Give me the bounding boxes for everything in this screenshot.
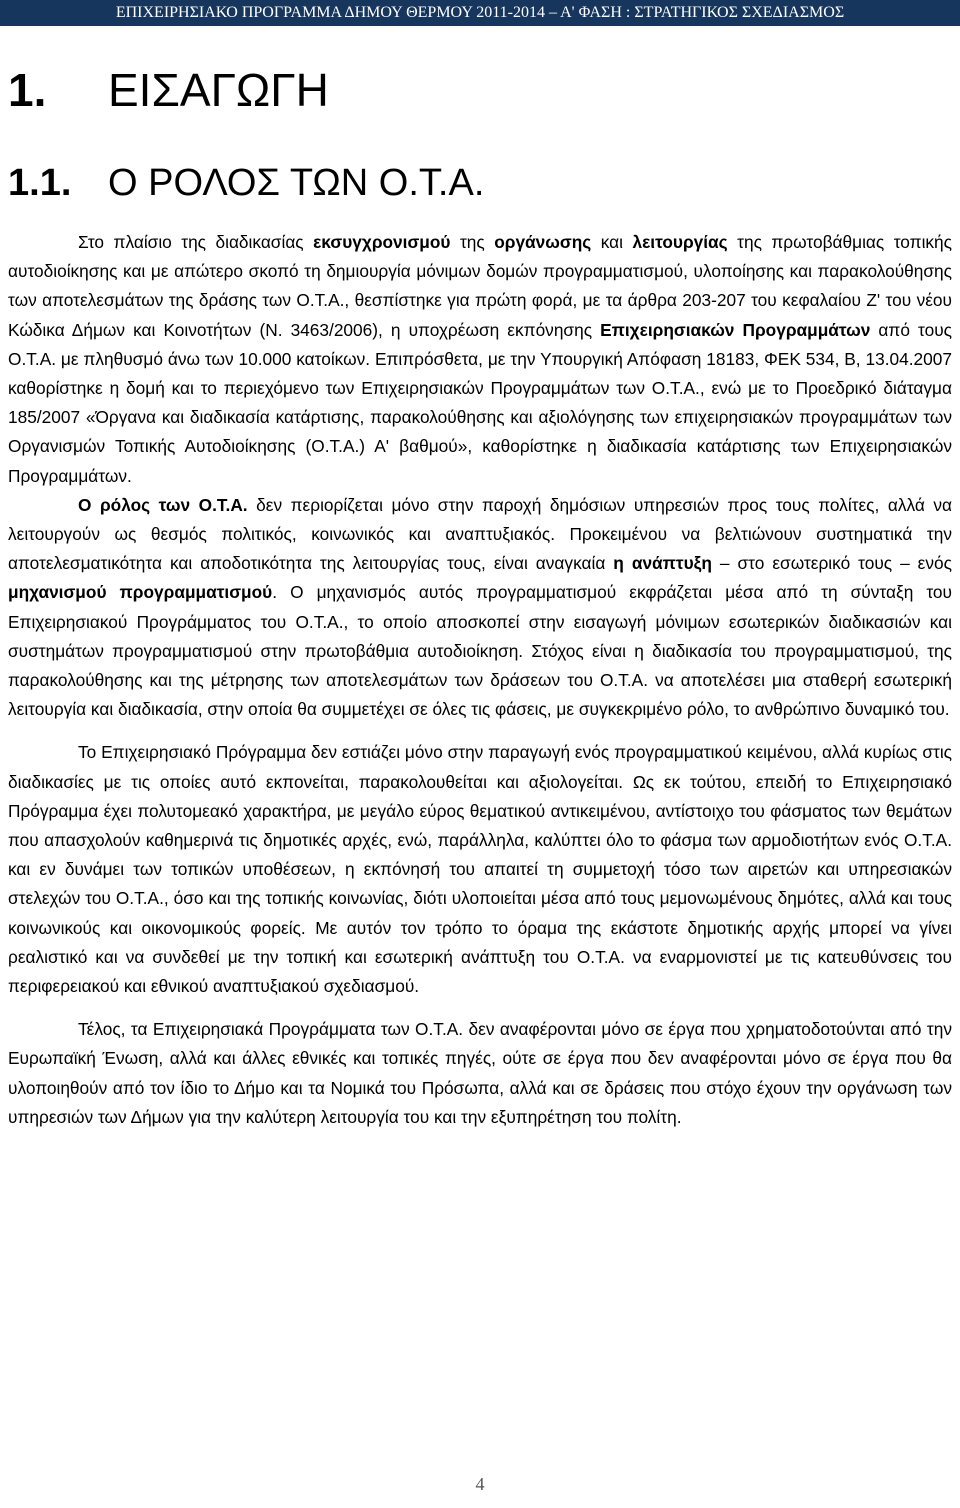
bold-text-run: οργάνωσης bbox=[494, 232, 592, 252]
text-run: της πρωτοβάθμιας τοπικής αυτοδιοίκησης και με απώτερο σκοπό τη δημιουργία μόνιμων δομών προγραμματισμού, υλοποίησης και παρακολούθησης των αποτελεσμάτων της δράσης των Ο.Τ.Α., θεσπίστηκε για πρώτη φορά, με τα άρθρα 203-207 του κεφαλαίου Ζ' του νέου Κώδικα Δήμων και Κοινοτήτων (Ν. 3463/2006), η υποχρέωση εκπόνησης bbox=[8, 232, 952, 340]
text-run: από τους Ο.Τ.Α. με πληθυσμό άνω των 10.000 κατοίκων. Επιπρόσθετα, με την Υπουργική Απόφαση 18183, ΦΕΚ 534, Β, 13.04.2007 καθορίστηκε η δομή και το περιεχόμενο των Επιχειρησιακών Προγραμμάτων των Ο.Τ.Α., ενώ με το Προεδρικό διάταγμα 185/2007 «Όργανα και διαδικασία κατάρτισης, παρακολούθησης και αξιολόγησης των επιχειρησιακών προγραμμάτων των Οργανισμών Τοπικής Αυτοδιοίκησης (Ο.Τ.Α.) Α' βαθμού», καθορίστηκε η διαδικασία κατάρτισης των Επιχειρησιακών Προγραμμάτων. bbox=[8, 319, 952, 486]
text-run: της bbox=[450, 232, 495, 252]
chapter-number: 1. bbox=[8, 64, 47, 116]
text-run: Το Επιχειρησιακό Πρόγραμμα δεν εστιάζει μόνο στην παραγωγή ενός προγραμματικού κειμένου, αλλά κυρίως στις διαδικασίες με τις οποίες αυτό εκπονείται, παρακολουθείται και αξιολογείται. Ως εκ τούτου, επειδή το Επιχειρησιακό Πρόγραμμα έχει πολυτομεακό χαρακτήρα, με μεγάλο εύρος θεματικού αντικειμένου, αντίστοιχο του φάσματος των θεμάτων που απασχολούν καθημερινά τις δημοτικές αρχές, ενώ, παράλληλα, καλύπτει όλο το φάσμα των αρμοδιοτήτων ενός Ο.Τ.Α. και εν δυνάμει των τοπικών υποθέσεων, η εκπόνησή του απαιτεί τη συμμετοχή τόσο των αιρετών και υπηρεσιακών στελεχών του Ο.Τ.Α., όσο και της τοπικής κοινωνίας, διότι υλοποιείται μέσα από τους μεμονωμένους δημότες, αλλά και τους κοινωνικούς και οικονομικούς φορείς. Με αυτόν τον τρόπο το όραμα της εκάστοτε δημοτικής αρχής μπορεί να γίνει ρεαλιστικό και να συνδεθεί με την τοπική και εσωτερική ανάπτυξη του Ο.Τ.Α. να εναρμονιστεί με τις κατευθύνσεις του περιφερειακού και εθνικού αναπτυξιακού σχεδιασμού. bbox=[8, 742, 952, 997]
page-number: 4 bbox=[475, 1474, 485, 1494]
section-heading bbox=[8, 160, 484, 206]
section-title: Ο ΡΟΛΟΣ ΤΩΝ Ο.Τ.Α. bbox=[108, 162, 485, 204]
text-run: δεν περιορίζεται μόνο στην παροχή δημόσιων υπηρεσιών προς τους πολίτες, αλλά να λειτουργούν ως θεσμός πολιτικός, κοινωνικός και αναπτυξιακός. Προκειμένου να βελτιώνουν συστηματικά την αποτελεσματικότητα και αποδοτικότητα της λειτουργίας τους, είναι αναγκαία bbox=[8, 494, 952, 574]
section-number: 1.1. bbox=[8, 162, 72, 204]
text-run: και bbox=[591, 232, 633, 252]
bold-text-run: Ο ρόλος των Ο.Τ.Α. bbox=[78, 494, 248, 515]
bold-text-run: η ανάπτυξη bbox=[613, 553, 712, 574]
paragraph-1 bbox=[8, 228, 952, 491]
chapter-heading bbox=[8, 62, 329, 118]
paragraph-3 bbox=[8, 738, 952, 1001]
body-text bbox=[8, 228, 952, 1132]
bold-text-run: Επιχειρησιακών Προγραμμάτων bbox=[600, 319, 871, 340]
text-run: Στο πλαίσιο της διαδικασίας bbox=[78, 232, 314, 252]
bold-text-run: εκσυγχρονισμού bbox=[313, 232, 451, 252]
text-run: . Ο μηχανισμός αυτός προγραμματισμού εκφράζεται μέσα από τη σύνταξη του Επιχειρησιακού Προγράμματος του Ο.Τ.Α., το οποίο αποσκοπεί στην εισαγωγή μόνιμων εσωτερικών διαδικασιών και συστημάτων προγραμματισμού στην πρωτοβάθμια αυτοδιοίκηση. Στόχος είναι η διαδικασία του προγραμματισμού, της παρακολούθησης και της μέτρησης των αποτελεσμάτων των δράσεων του Ο.Τ.Α. να αποτελέσει μια σταθερή εσωτερική λειτουργία και διαδικασία, στην οποία θα συμμετέχει σε όλες τις φάσεις, με συγκεκριμένο ρόλο, το ανθρώπινο δυναμικό του. bbox=[8, 582, 952, 720]
chapter-title: ΕΙΣΑΓΩΓΗ bbox=[108, 64, 329, 116]
text-run: – στο εσωτερικό τους – ενός bbox=[711, 553, 952, 574]
running-header-text: ΕΠΙΧΕΙΡΗΣΙΑΚΟ ΠΡΟΓΡΑΜΜΑ ΔΗΜΟΥ ΘΕΡΜΟΥ 2011-2014 – Α' ΦΑΣΗ : ΣΤΡΑΤΗΓΙΚΟΣ ΣΧΕΔΙΑΣΜΟΣ bbox=[115, 4, 845, 21]
paragraph-4 bbox=[8, 1015, 952, 1132]
bold-text-run: λειτουργίας bbox=[632, 232, 728, 252]
running-header bbox=[0, 0, 960, 26]
paragraph-2 bbox=[8, 491, 952, 725]
bold-text-run: μηχανισμού προγραμματισμού bbox=[8, 582, 273, 603]
text-run: Τέλος, τα Επιχειρησιακά Προγράμματα των Ο.Τ.Α. δεν αναφέρονται μόνο σε έργα που χρηματοδοτούνται από την Ευρωπαϊκή Ένωση, αλλά και άλλες εθνικές και τοπικές πηγές, ούτε σε έργα που δεν αναφέρονται μόνο σε έργα που θα υλοποιηθούν από τον ίδιο το Δήμο και τα Νομικά του Πρόσωπα, αλλά και σε δράσεις που στόχο έχουν την οργάνωση των υπηρεσιών των Δήμων για την καλύτερη λειτουργία του και την εξυπηρέτηση του πολίτη. bbox=[8, 1019, 952, 1127]
